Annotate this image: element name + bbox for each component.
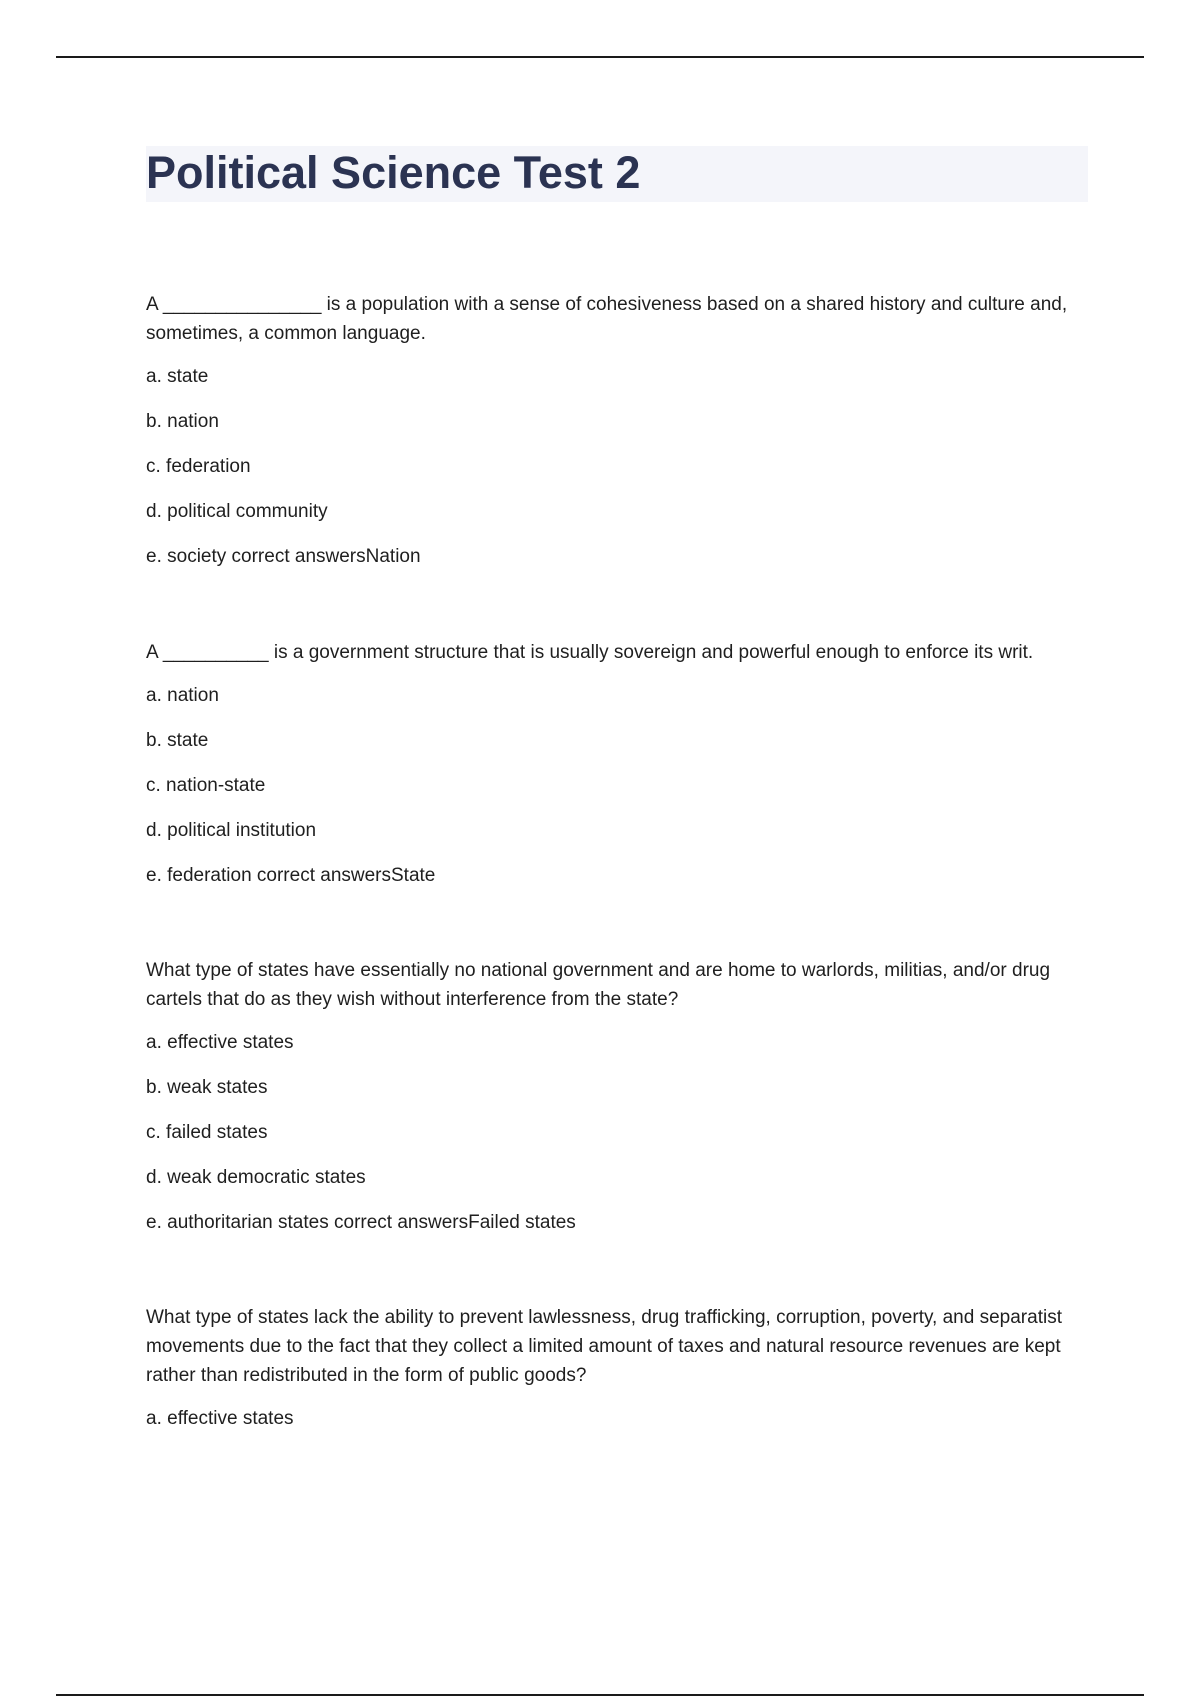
answer-option: c. federation xyxy=(146,456,251,477)
answer-option: c. nation-state xyxy=(146,775,266,796)
answer-option: d. political community xyxy=(146,501,328,522)
question-2 xyxy=(146,638,1096,890)
footer-rule xyxy=(56,1694,1144,1696)
question-stem: What type of states have essentially no national government and are home to warlords, militias, and/or drug cartels that do as they wish without interference from the state? xyxy=(146,960,1051,1010)
question-stem: A _______________ is a population with a sense of cohesiveness based on a shared history and culture and, sometimes, a common language. xyxy=(146,294,1068,344)
answer-option: a. state xyxy=(146,366,209,387)
answer-option: e. federation correct answersState xyxy=(146,865,436,886)
question-1 xyxy=(146,290,1096,571)
answer-option: c. failed states xyxy=(146,1122,268,1143)
answer-option: e. authoritarian states correct answersFailed states xyxy=(146,1212,576,1233)
answer-option: a. effective states xyxy=(146,1032,294,1053)
answer-option: a. effective states xyxy=(146,1408,294,1429)
answer-option: e. society correct answersNation xyxy=(146,546,421,567)
question-stem: A __________ is a government structure that is usually sovereign and powerful enough to enforce its writ. xyxy=(146,642,1034,663)
header-rule xyxy=(56,56,1144,58)
answer-option: d. weak democratic states xyxy=(146,1167,366,1188)
answer-options xyxy=(146,1404,1096,1433)
answer-options xyxy=(146,362,1096,571)
answer-option: d. political institution xyxy=(146,820,317,841)
answer-option: b. state xyxy=(146,730,209,751)
answer-options xyxy=(146,1028,1096,1237)
question-stem: What type of states lack the ability to prevent lawlessness, drug trafficking, corruption, poverty, and separatist movements due to the fact that they collect a limited amount of taxes and natural resource revenues are kept rather than redistributed in the form of public goods? xyxy=(146,1307,1062,1386)
question-4 xyxy=(146,1303,1096,1433)
page-title: Political Science Test 2 xyxy=(146,147,641,198)
answer-option: b. weak states xyxy=(146,1077,268,1098)
answer-option: b. nation xyxy=(146,411,219,432)
question-3 xyxy=(146,956,1096,1237)
answer-option: a. nation xyxy=(146,685,219,706)
answer-options xyxy=(146,681,1096,890)
